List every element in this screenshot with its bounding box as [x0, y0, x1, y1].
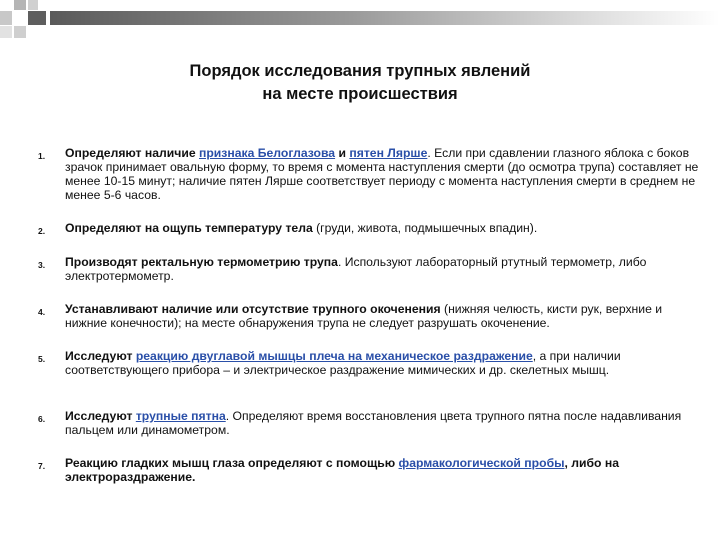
page-title	[60, 60, 660, 106]
list-item	[30, 146, 700, 202]
item-lead-text: Определяют наличие	[65, 146, 199, 160]
title-line-2: на месте происшествия	[262, 85, 458, 103]
link-cadaveric-spots[interactable]: трупные пятна	[135, 409, 226, 423]
link-beloglazov-sign[interactable]: признака Белоглазова	[199, 146, 336, 160]
list-item	[30, 302, 700, 330]
link-biceps-reaction[interactable]: реакцию двуглавой мышцы плеча на механическое раздражение	[135, 349, 533, 363]
item-lead-text: Реакцию гладких мышц глаза определяют с помощью	[65, 456, 399, 470]
item-lead-text: и	[335, 146, 350, 160]
link-pharmacological-test[interactable]: фармакологической пробы	[398, 456, 565, 470]
deco-square	[0, 26, 12, 38]
item-lead-text: Устанавливают наличие или отсутствие трупного окоченения	[65, 302, 441, 316]
item-body-text: . Если при сдавлении глазного яблока с боков зрачок принимает овальную форму, то время с момента наступления смерти (до осмотра трупа) составляет не менее 10-15 минут; наличие пятен Лярше соответствует периоду с момента наступления смерти в среднем не менее 5-6 часов.	[65, 146, 699, 202]
item-number: 2.	[38, 226, 46, 236]
list-item	[30, 456, 700, 484]
item-lead-text: Определяют на ощупь температуру тела	[65, 221, 313, 235]
header-decoration	[0, 0, 720, 40]
item-number: 6.	[38, 414, 46, 424]
list-item	[30, 255, 700, 283]
list-item	[30, 349, 700, 377]
deco-square	[28, 11, 46, 25]
list-item	[30, 409, 700, 437]
item-lead-text: , либо на электрораздражение.	[65, 456, 620, 484]
deco-square	[0, 11, 12, 25]
item-body-text: . Используют лабораторный ртутный термометр, либо электротермометр.	[65, 255, 647, 283]
item-number: 7.	[38, 461, 46, 471]
item-lead-text: Исследуют	[65, 349, 136, 363]
deco-square	[28, 0, 38, 10]
item-body-text: , а при наличии соответствующего прибора – и электрическое раздражение мимических и др. скелетных мышц.	[65, 349, 621, 377]
item-number: 4.	[38, 307, 46, 317]
deco-gradient-bar	[50, 11, 720, 25]
item-body-text: (груди, живота, подмышечных впадин).	[312, 221, 538, 235]
link-larcher-spots[interactable]: пятен Лярше	[349, 146, 428, 160]
deco-square	[14, 0, 26, 10]
item-body-text: (нижняя челюсть, кисти рук, верхние и нижние конечности); на месте обнаружения трупа не следует разрушать окоченение.	[65, 302, 663, 330]
list-item	[30, 221, 537, 235]
item-number: 1.	[38, 151, 46, 161]
deco-square	[14, 26, 26, 38]
item-lead-text: Исследуют	[65, 409, 136, 423]
item-body-text: . Определяют время восстановления цвета трупного пятна после надавливания пальцем или динамометром.	[65, 409, 682, 437]
item-number: 5.	[38, 354, 46, 364]
title-line-1: Порядок исследования трупных явлений	[189, 62, 531, 80]
item-number: 3.	[38, 260, 46, 270]
item-lead-text: Производят ректальную термометрию трупа	[65, 255, 338, 269]
